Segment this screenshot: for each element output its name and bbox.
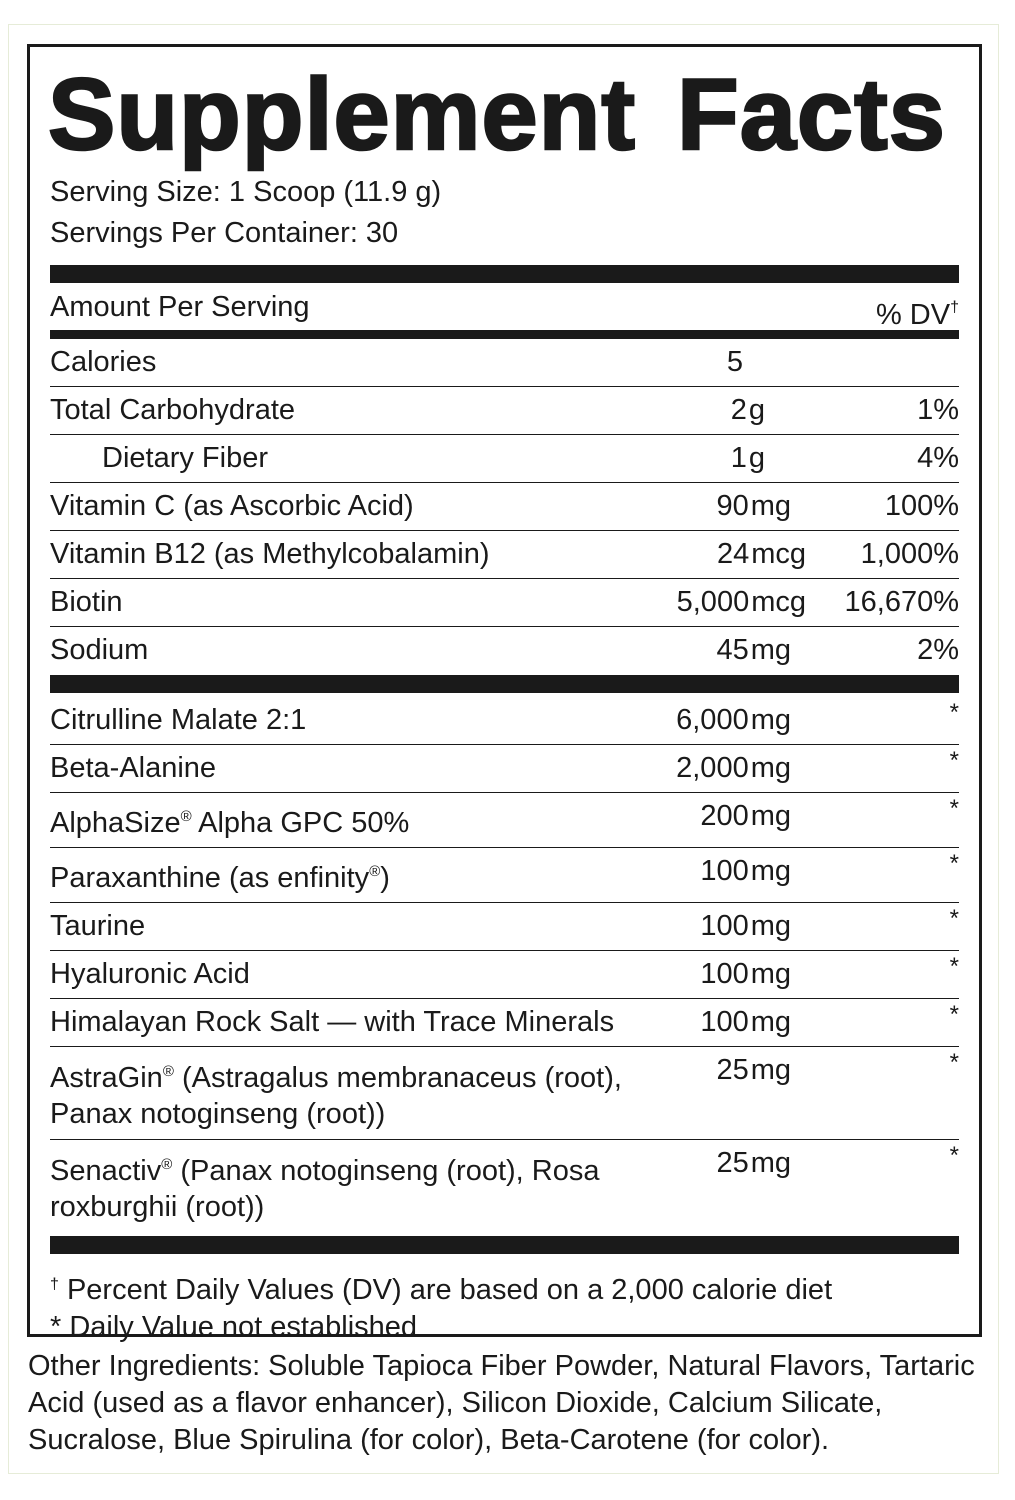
- dagger-mark: †: [950, 299, 959, 316]
- row-name: Vitamin B12 (as Methylcobalamin): [50, 538, 490, 570]
- ingredient-row: [50, 697, 959, 745]
- registered-mark: ®: [180, 807, 192, 825]
- nutrient-row: [50, 387, 959, 435]
- row-name: Senactiv® (Panax notoginseng (root), Rosa roxburghii (root)): [50, 1154, 600, 1223]
- row-name: AlphaSize® Alpha GPC 50%: [50, 806, 410, 839]
- row-amount: 2,000mg: [676, 751, 791, 784]
- column-header: [50, 283, 959, 330]
- row-amount: 6,000mg: [676, 703, 791, 736]
- row-dv: 1%: [917, 394, 959, 426]
- row-dv: 4%: [917, 442, 959, 474]
- row-dv: 100%: [884, 490, 959, 522]
- ingredient-row: [50, 903, 959, 951]
- row-dv: *: [949, 746, 959, 774]
- amount-per-serving-label: Amount Per Serving: [50, 291, 310, 323]
- ingredient-row: [50, 951, 959, 999]
- nutrient-row: [50, 339, 959, 387]
- row-name: Sodium: [50, 634, 149, 666]
- row-name: Vitamin C (as Ascorbic Acid): [50, 490, 414, 522]
- panel-title: Supplement Facts: [48, 59, 946, 171]
- row-dv: 1,000%: [860, 538, 959, 570]
- row-dv: *: [949, 1141, 959, 1169]
- row-name: Himalayan Rock Salt — with Trace Minerals: [50, 1005, 615, 1038]
- row-amount: 2g: [730, 394, 765, 426]
- row-name: Beta-Alanine: [50, 751, 217, 784]
- row-amount: 5: [726, 346, 743, 378]
- other-ingredients: Other Ingredients: Soluble Tapioca Fiber Powder, Natural Flavors, Tartaric Acid (used as a flavor enhancer), Silicon Dioxide, Calcium Silicate, Sucralose, Blue Spirulina (for color), Beta-Carotene (for color).: [28, 1350, 975, 1456]
- row-dv: *: [949, 1000, 959, 1028]
- ingredient-row: [50, 793, 959, 848]
- ingredient-row: [50, 999, 959, 1047]
- row-name: Total Carbohydrate: [50, 394, 296, 426]
- row-name: Paraxanthine (as enfinity®): [50, 861, 390, 894]
- row-amount: 90mg: [716, 490, 791, 522]
- row-name: Taurine: [50, 909, 146, 942]
- row-name: AstraGin® (Astragalus membranaceus (root), Panax notoginseng (root)): [50, 1061, 622, 1130]
- row-dv: 2%: [917, 634, 959, 666]
- nutrient-row: [50, 627, 959, 675]
- supplement-facts-panel: [27, 44, 982, 1343]
- row-dv: *: [949, 1048, 959, 1076]
- row-dv: *: [949, 849, 959, 877]
- serving-info: [50, 172, 959, 254]
- ingredient-row: [50, 745, 959, 793]
- dv-header: % DV†: [875, 299, 959, 331]
- row-name: Citrulline Malate 2:1: [50, 703, 307, 736]
- medium-divider: [50, 330, 959, 339]
- ingredient-row: [50, 1140, 959, 1232]
- row-amount: 100mg: [700, 1005, 791, 1038]
- footnotes: [50, 1254, 959, 1346]
- row-dv: *: [949, 698, 959, 726]
- row-amount: 100mg: [700, 957, 791, 990]
- row-name: Biotin: [50, 586, 123, 618]
- registered-mark: ®: [162, 1062, 174, 1080]
- nutrient-row: [50, 435, 959, 483]
- star-footnote: * Daily Value not established: [50, 1310, 418, 1343]
- row-amount: 25mg: [716, 1053, 791, 1086]
- row-dv: 16,670%: [844, 586, 959, 618]
- registered-mark: ®: [369, 862, 381, 880]
- nutrient-table: [50, 339, 959, 675]
- nutrient-row: [50, 579, 959, 627]
- row-amount: 1g: [730, 442, 765, 474]
- row-amount: 25mg: [716, 1146, 791, 1179]
- thick-divider: [50, 1236, 959, 1254]
- thick-divider: [50, 675, 959, 693]
- row-amount: 24mcg: [716, 538, 806, 570]
- servings-per-container: Servings Per Container: 30: [50, 217, 399, 249]
- row-amount: 5,000mcg: [676, 586, 806, 618]
- row-name: Hyaluronic Acid: [50, 957, 250, 990]
- serving-size: Serving Size: 1 Scoop (11.9 g): [50, 176, 442, 208]
- row-name: Calories: [50, 346, 157, 378]
- ingredient-row: [50, 848, 959, 903]
- dv-footnote: † Percent Daily Values (DV) are based on a 2,000 calorie diet: [50, 1273, 833, 1306]
- thick-divider: [50, 265, 959, 283]
- row-amount: 100mg: [700, 854, 791, 887]
- nutrient-row: [50, 531, 959, 579]
- row-amount: 100mg: [700, 909, 791, 942]
- row-amount: 200mg: [700, 799, 791, 832]
- ingredient-table: [50, 697, 959, 1232]
- row-dv: *: [949, 794, 959, 822]
- row-dv: *: [949, 904, 959, 932]
- row-amount: 45mg: [716, 634, 791, 666]
- registered-mark: ®: [161, 1155, 173, 1173]
- ingredient-row: [50, 1047, 959, 1140]
- row-dv: *: [949, 952, 959, 980]
- nutrient-row: [50, 483, 959, 531]
- row-name: Dietary Fiber: [102, 442, 268, 474]
